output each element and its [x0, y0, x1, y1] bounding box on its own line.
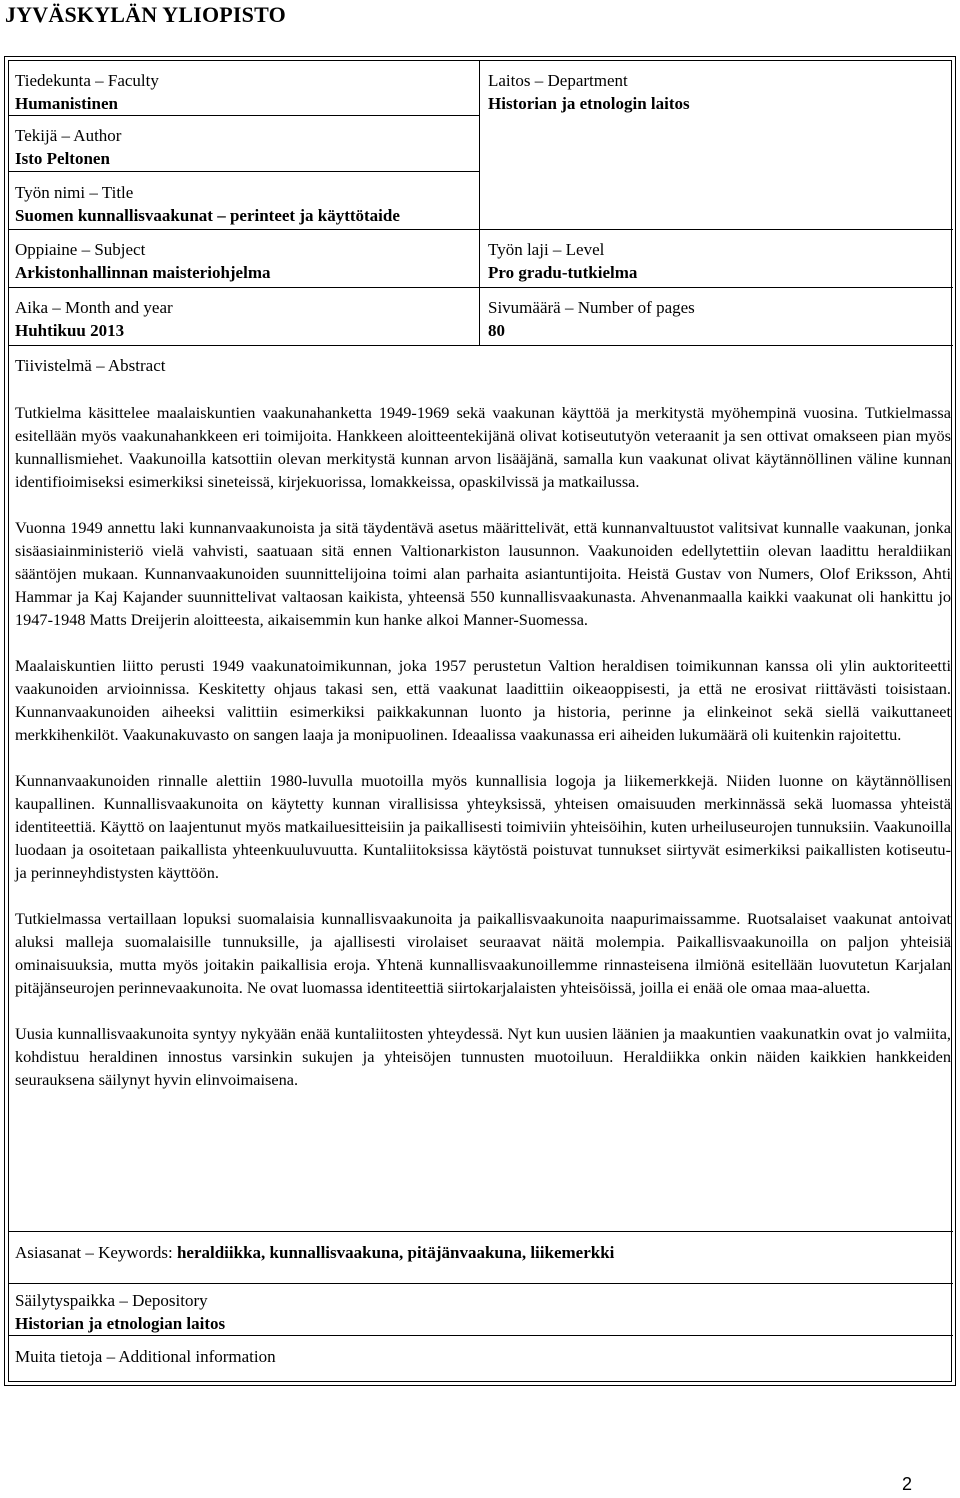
divider [9, 1335, 953, 1336]
date-value: Huhtikuu 2013 [15, 321, 125, 340]
university-title: JYVÄSKYLÄN YLIOPISTO [5, 2, 286, 27]
depository-value: Historian ja etnologian laitos [15, 1314, 226, 1333]
divider [9, 287, 953, 288]
divider [9, 1283, 953, 1284]
divider [9, 1231, 953, 1232]
abstract-form [4, 56, 956, 1386]
date-field [15, 296, 173, 342]
divider [479, 229, 480, 345]
abstract-paragraph: Maalaiskuntien liitto perusti 1949 vaakunatoimikunnan, joka 1957 perustetun Valtion heraldisen toimikunnan kanssa oli ylin auktoriteetti vaakunoiden arvioinnissa. Keskitetty ohjaus takasi sen, että vaakunat laadittiin oikeaoppisesti, ja että ne erosivat riittävästi toisistaan. Kunnanvaakunoiden aiheeksi valittiin esimerkiksi paikkakunnan luonto ja historia, perinne ja elinkeinot sekä siellä vaikuttaneet merkkihenkilöt. Vaakunakuvasto on sangen laaja ja monipuolinen. Ideaalissa vaakunassa eri aiheiden lukumäärä oli kuitenkin rajoitettu. [15, 656, 951, 744]
depository-row [15, 1289, 225, 1335]
department-field [488, 69, 690, 115]
depository-label: Säilytyspaikka – Depository [15, 1291, 208, 1310]
title-value: Suomen kunnallisvaakunat – perinteet ja käyttötaide [15, 206, 400, 225]
abstract-paragraph: Kunnanvaakunoiden rinnalle alettiin 1980-luvulla muotoilla myös kunnallisia logoja ja liikemerkkejä. Niiden luonne on käytännöllisen kaupallinen. Kunnallisvaakunoita on käytetty kunnan virallisissa yhteyksissä, yhteisen omaisuuden merkinnässä sekä luomassa yhteistä identiteettiä. Käyttö on laajentunut myös matkailuesitteisiin ja paikallisesti toimiviin yhteisöihin, kuten urheiluseurojen tunnuksiin. Vaakunoilla luodaan ja osoitetaan paikallista yhteenkuuluvuutta. Kuntaliitoksissa käytöstä poistuvat tunnukset siirtyvät esimerkiksi paikallisten kotiseutu- ja perinneyhdistysten käyttöön. [15, 771, 951, 882]
abstract-paragraph: Tutkielmassa vertaillaan lopuksi suomalaisia kunnallisvaakunoita ja paikallisvaakunoita naapurimaissamme. Ruotsalaiset vaakunat antoivat aluksi malleja suomalaisille tunnuksille, ja ajallisesti virolaiset seuraavat näitä molempia. Paikallisvaakunoilla on paljon yhteisiä ominaisuuksia, mutta myös joitakin paikallisia eroja. Yhtenä kunnallisvaakunoillemme rinnasteisena ilmiönä esitellään luovutetun Karjalan pitäjänseurojen perinnevaakunoita. Ne ovat luomassa identiteettiä siirtokarjalaisten yhteisöissä, joilla ei enää ole omaa maa-aluetta. [15, 909, 951, 997]
faculty-value: Humanistinen [15, 94, 118, 113]
subject-field [15, 238, 271, 284]
abstract-label: Tiivistelmä – Abstract [15, 356, 166, 375]
additional-info-row [15, 1345, 276, 1368]
level-label: Työn laji – Level [488, 240, 605, 259]
faculty-label: Tiedekunta – Faculty [15, 71, 159, 90]
abstract-body [15, 401, 951, 1114]
keywords-label: Asiasanat – Keywords: [15, 1243, 173, 1262]
author-field [15, 124, 121, 170]
date-label: Aika – Month and year [15, 298, 173, 317]
divider [9, 345, 953, 346]
divider [9, 229, 953, 230]
keywords-row [15, 1241, 614, 1264]
page-number: 2 [901, 1474, 912, 1494]
title-label: Työn nimi – Title [15, 183, 134, 202]
title-field [15, 181, 400, 227]
pages-label: Sivumäärä – Number of pages [488, 298, 695, 317]
divider [9, 115, 479, 116]
subject-label: Oppiaine – Subject [15, 240, 146, 259]
level-field [488, 238, 637, 284]
faculty-field [15, 69, 159, 115]
abstract-paragraph: Uusia kunnallisvaakunoita syntyy nykyään enää kuntaliitosten yhteydessä. Nyt kun uusien läänien ja maakuntien vaakunatkin ovat jo valmiita, kohdistuu heraldinen innostus varsinkin sukujen ja yhteisöjen tunnusten muotoiluun. Heraldiikka onkin näiden kaikkien hankkeiden seurauksena säilynyt hyvin elinvoimaisena. [15, 1024, 951, 1089]
pages-field [488, 296, 695, 342]
abstract-paragraph: Tutkielma käsittelee maalaiskuntien vaakunahanketta 1949-1969 sekä vaakunan käyttöä ja merkitystä myöhempinä vuosina. Tutkielmassa esitellään myös vaakunahankkeen eri toimijoita. Hankkeen aloitteentekijänä olivat kotiseututyön veteraanit ja sen ottivat omakseen pian myös kunnallismiehet. Vaakunoilla katsottiin olevan merkitystä kunnan arvon lisääjänä, samalla kun vaakunat olivat käytännöllinen väline kunnan identifioimiseksi esimerkiksi sineteissä, kirjekuorissa, lomakkeissa, opaskilvissä ja matkailussa. [15, 403, 951, 491]
author-label: Tekijä – Author [15, 126, 122, 145]
abstract-paragraph: Vuonna 1949 annettu laki kunnanvaakunoista ja sitä täydentävä asetus määrittelivät, että kunnanvaltuustot valitsivat kunnalle vaakunan, jonka sisäasiainministeriö vielä vahvisti, saatuaan sitä ennen Valtionarkiston lausunnon. Vaakunoiden edellytettiin olevan laadittu heraldiikan sääntöjen mukaan. Kunnanvaakunoiden suunnittelijoina toimi alan parhaita asiantuntijoita. Heistä Gustav von Numers, Olof Eriksson, Ahti Hammar ja Kaj Kajander suunnittelivat valtaosan kaikista, yhteensä 550 kunnallisvaakunasta. Ahvenanmaalla kaikki vaakunat oli hankittu jo 1947-1948 Matts Dreijerin aloitteesta, aikaisemmin kun hanke alkoi Manner-Suomessa. [15, 518, 951, 629]
level-value: Pro gradu-tutkielma [488, 263, 638, 282]
pages-value: 80 [488, 321, 505, 340]
department-value: Historian ja etnologin laitos [488, 94, 690, 113]
keywords-value: heraldiikka, kunnallisvaakuna, pitäjänvaakuna, liikemerkki [176, 1243, 615, 1262]
divider [9, 171, 479, 172]
additional-info-label: Muita tietoja – Additional information [15, 1347, 276, 1366]
author-value: Isto Peltonen [15, 149, 110, 168]
abstract-form-inner [8, 60, 952, 1382]
divider [479, 61, 480, 229]
subject-value: Arkistonhallinnan maisteriohjelma [15, 263, 271, 282]
department-label: Laitos – Department [488, 71, 628, 90]
abstract-heading [15, 354, 166, 377]
